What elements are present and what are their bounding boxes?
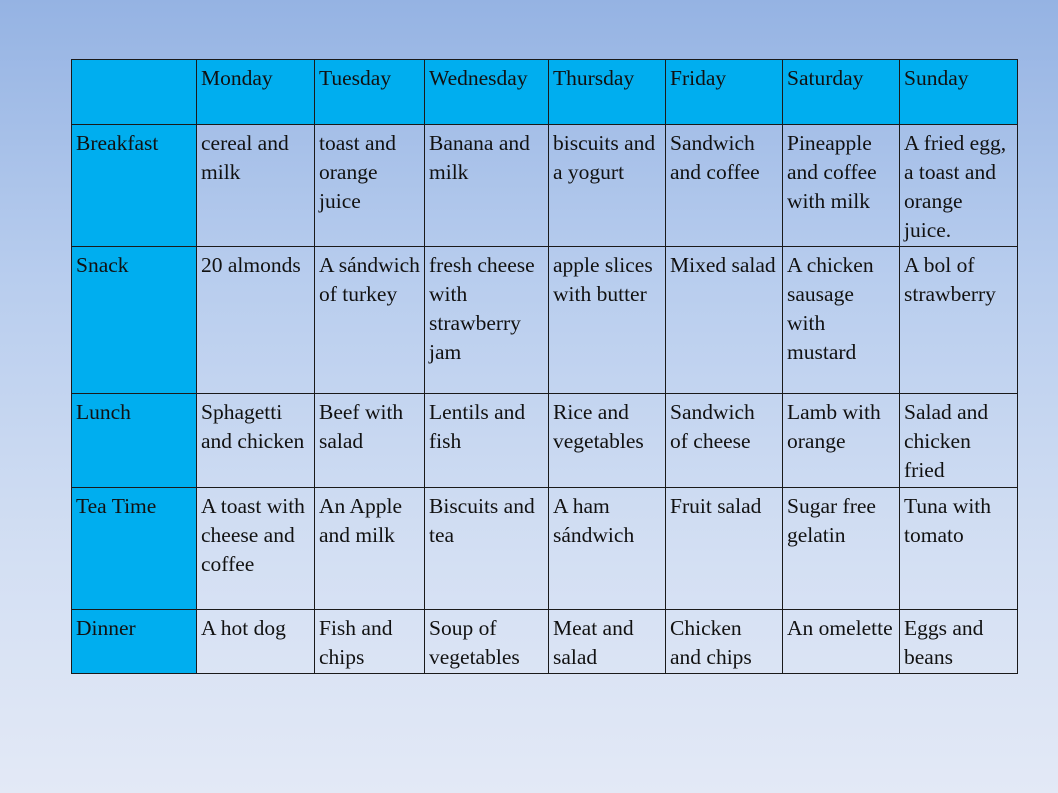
table-cell: Meat and salad: [549, 610, 666, 674]
table-cell: Beef with salad: [315, 394, 425, 488]
table-cell: Soup of vegetables: [425, 610, 549, 674]
table-cell: Fish and chips: [315, 610, 425, 674]
table-row-lunch: [72, 394, 1018, 488]
table-cell: Eggs and beans: [900, 610, 1018, 674]
table-cell: Pineapple and coffee with milk: [783, 125, 900, 247]
meal-label-snack: Snack: [72, 247, 197, 394]
day-header-thursday: Thursday: [549, 60, 666, 125]
table-row-breakfast: [72, 125, 1018, 247]
table-cell: toast and orange juice: [315, 125, 425, 247]
table-cell: Sandwich of cheese: [666, 394, 783, 488]
table-cell: A ham sándwich: [549, 488, 666, 610]
table-cell: Biscuits and tea: [425, 488, 549, 610]
table-cell: biscuits and a yogurt: [549, 125, 666, 247]
meal-label-tea-time: Tea Time: [72, 488, 197, 610]
table-cell: Chicken and chips: [666, 610, 783, 674]
table-row-snack: [72, 247, 1018, 394]
day-header-friday: Friday: [666, 60, 783, 125]
meal-label-dinner: Dinner: [72, 610, 197, 674]
table-cell: Sandwich and coffee: [666, 125, 783, 247]
table-cell: A toast with cheese and coffee: [197, 488, 315, 610]
day-header-sunday: Sunday: [900, 60, 1018, 125]
table-cell: Rice and vegetables: [549, 394, 666, 488]
day-header-tuesday: Tuesday: [315, 60, 425, 125]
table-row-tea-time: [72, 488, 1018, 610]
table-cell: Mixed salad: [666, 247, 783, 394]
meal-label-lunch: Lunch: [72, 394, 197, 488]
table-cell: Banana and milk: [425, 125, 549, 247]
table-cell: Fruit salad: [666, 488, 783, 610]
day-header-monday: Monday: [197, 60, 315, 125]
table-cell: A bol of strawberry: [900, 247, 1018, 394]
table-cell: Sugar free gelatin: [783, 488, 900, 610]
table-cell: A sándwich of turkey: [315, 247, 425, 394]
header-row: [72, 60, 1018, 125]
day-header-wednesday: Wednesday: [425, 60, 549, 125]
table-cell: An Apple and milk: [315, 488, 425, 610]
table-cell: fresh cheese with strawberry jam: [425, 247, 549, 394]
table-row-dinner: [72, 610, 1018, 674]
table-cell: A hot dog: [197, 610, 315, 674]
table-cell: Sphagetti and chicken: [197, 394, 315, 488]
table-cell: An omelette: [783, 610, 900, 674]
table-cell: cereal and milk: [197, 125, 315, 247]
table-cell: Salad and chicken fried: [900, 394, 1018, 488]
table-cell: A chicken sausage with mustard: [783, 247, 900, 394]
table-cell: Lentils and fish: [425, 394, 549, 488]
table-cell: A fried egg, a toast and orange juice.: [900, 125, 1018, 247]
table-cell: apple slices with butter: [549, 247, 666, 394]
table-cell: Tuna with tomato: [900, 488, 1018, 610]
corner-cell: [72, 60, 197, 125]
meal-label-breakfast: Breakfast: [72, 125, 197, 247]
table-cell: Lamb with orange: [783, 394, 900, 488]
table-cell: 20 almonds: [197, 247, 315, 394]
day-header-saturday: Saturday: [783, 60, 900, 125]
weekly-meal-table: [71, 59, 1018, 674]
